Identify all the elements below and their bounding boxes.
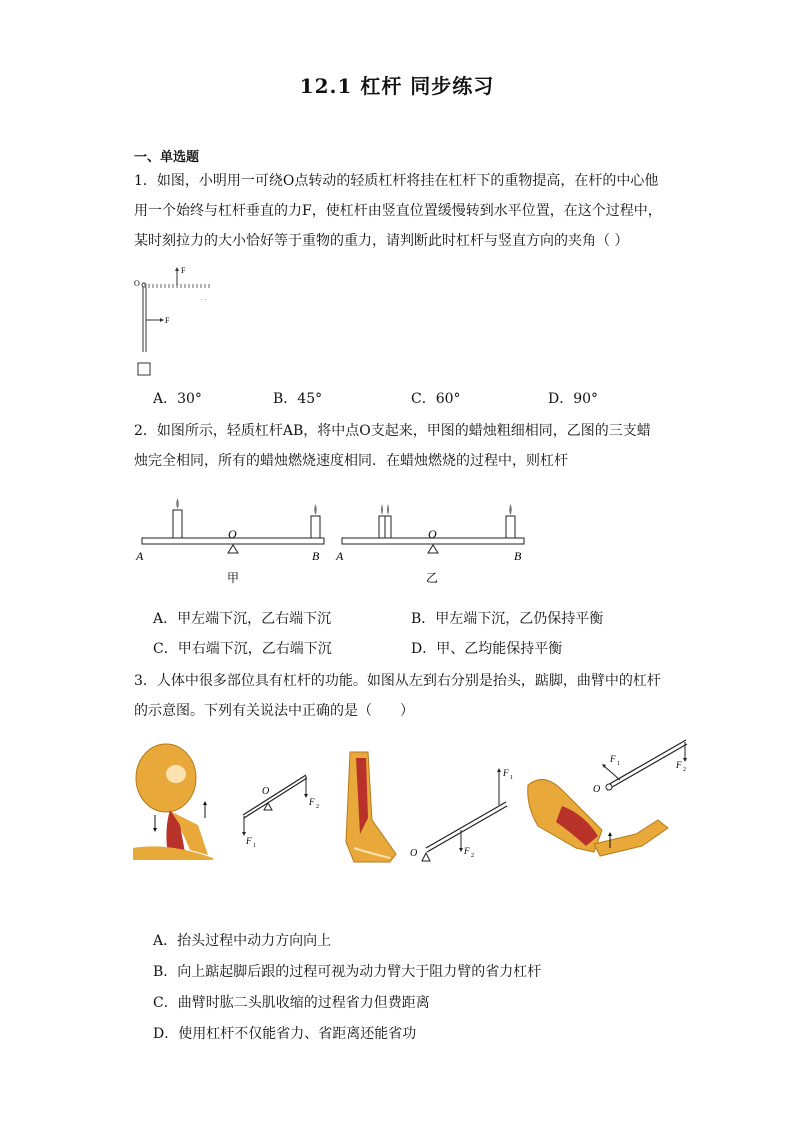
- question-3-text: [134, 666, 674, 726]
- question-3-line: 3．人体中很多部位具有杠杆的功能。如图从左到右分别是抬头，踮脚，曲臂中的杠杆: [134, 673, 661, 689]
- question-1-line: 某时刻拉力的大小恰好等于重物的重力，请判断此时杠杆与竖直方向的夹角（ ）: [134, 233, 629, 249]
- option-a[interactable]: A．30°: [153, 391, 202, 407]
- lever2-f1-label: F: [503, 768, 509, 778]
- yi-pivot-label: O: [428, 527, 437, 541]
- force-side-label: F: [165, 316, 170, 325]
- jia-end-b-label: B: [312, 549, 320, 563]
- lever1-pivot-label: O: [262, 786, 270, 797]
- section-heading: 一、单选题: [134, 150, 200, 165]
- question-1-text: [134, 166, 674, 256]
- question-2-text: [134, 416, 674, 476]
- option-c[interactable]: C．60°: [411, 391, 461, 407]
- option-b[interactable]: B．向上踮起脚后跟的过程可视为动力臂大于阻力臂的省力杠杆: [153, 964, 542, 980]
- lever2-f2-label: F: [464, 846, 470, 856]
- lever-diagram-1: [242, 775, 319, 849]
- jia-end-a-label: A: [136, 549, 144, 563]
- lever3-pivot-label: O: [593, 784, 601, 795]
- lever1-f1-subscript: 1: [253, 843, 256, 849]
- yi-caption: 乙: [426, 571, 439, 585]
- lever-diagram-3: [593, 740, 687, 795]
- lever2-f1-subscript: 1: [510, 775, 513, 781]
- question-3-line: 的示意图。下列有关说法中正确的是（ ）: [134, 703, 414, 719]
- foot-illustration: [346, 752, 396, 862]
- lever2-f2-subscript: 2: [471, 853, 474, 859]
- option-b[interactable]: B．甲左端下沉，乙仍保持平衡: [411, 611, 604, 627]
- lever3-f1-label: F: [610, 754, 616, 764]
- lever3-f2-label: F: [676, 760, 682, 770]
- question-1-figure: [134, 262, 224, 378]
- lever1-f2-label: F: [309, 797, 315, 807]
- question-2-figure: [134, 490, 534, 590]
- question-1-line: 1．如图，小明用一可绕O点转动的轻质杠杆将挂在杠杆下的重物提高，在杆的中心他: [134, 173, 659, 189]
- option-b[interactable]: B．45°: [273, 391, 323, 407]
- lever-diagram-2: [410, 768, 513, 861]
- page-title: 12.1 杠杆 同步练习: [299, 74, 495, 98]
- yi-end-a-label: A: [336, 549, 344, 563]
- question-3-figure: [128, 730, 698, 880]
- option-d[interactable]: D．甲、乙均能保持平衡: [411, 641, 563, 657]
- option-d[interactable]: D．使用杠杆不仅能省力、省距离还能省功: [153, 1026, 417, 1042]
- yi-end-b-label: B: [514, 549, 522, 563]
- pivot-label: O: [134, 279, 140, 288]
- lever1-f1-label: F: [246, 836, 252, 846]
- question-2-line: 烛完全相同，所有的蜡烛燃烧速度相同．在蜡烛燃烧的过程中，则杠杆: [134, 453, 568, 469]
- question-1-line: 用一个始终与杠杆垂直的力F，使杠杆由竖直位置缓慢转到水平位置，在这个过程中，: [134, 203, 662, 219]
- question-2-line: 2．如图所示，轻质杠杆AB，将中点O支起来，甲图的蜡烛粗细相同，乙图的三支蜡: [134, 423, 651, 439]
- option-c[interactable]: C．甲右端下沉，乙右端下沉: [153, 641, 332, 657]
- force-up-label: F: [181, 266, 186, 275]
- option-d[interactable]: D．90°: [548, 391, 599, 407]
- option-c[interactable]: C．曲臂时肱二头肌收缩的过程省力但费距离: [153, 995, 430, 1011]
- jia-pivot-label: O: [228, 527, 237, 541]
- lever3-f2-subscript: 2: [683, 767, 686, 773]
- option-a[interactable]: A．甲左端下沉，乙右端下沉: [153, 611, 332, 627]
- lever2-pivot-label: O: [410, 848, 418, 859]
- head-illustration: [133, 744, 213, 860]
- svg-text:· ·: · ·: [200, 296, 207, 304]
- lever1-f2-subscript: 2: [316, 804, 319, 810]
- option-a[interactable]: A．抬头过程中动力方向向上: [153, 933, 332, 949]
- jia-caption: 甲: [227, 571, 240, 585]
- lever3-f1-subscript: 1: [617, 761, 620, 767]
